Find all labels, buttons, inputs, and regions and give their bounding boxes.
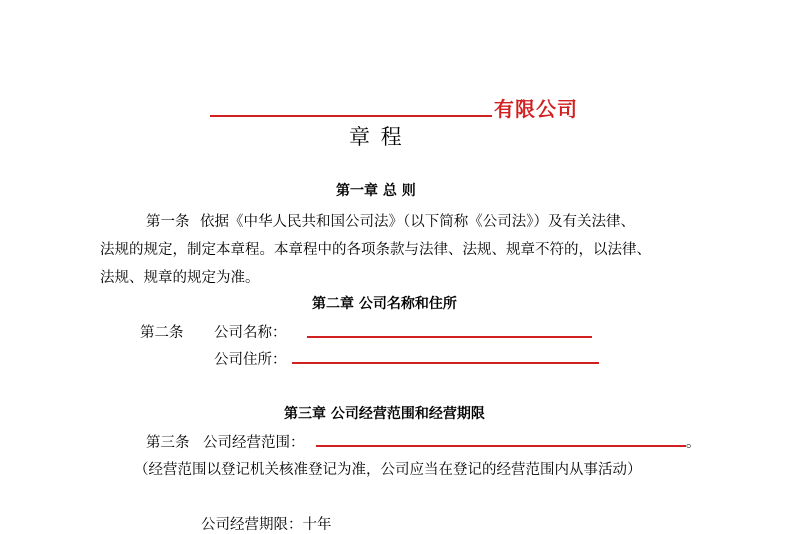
article1-line3: 法规、规章的规定为准。: [100, 270, 260, 286]
company-name-blank-line[interactable]: [210, 115, 492, 117]
article1-line1: 依据《中华人民共和国公司法》（以下简称《公司法》）及有关法律、: [200, 214, 635, 230]
article2-label: 第二条: [140, 325, 184, 341]
business-scope-label: 公司经营范围：: [203, 435, 305, 451]
charter-title: 章 程: [349, 125, 404, 149]
business-term: 公司经营期限：十年: [201, 517, 332, 533]
chapter2-heading: 第二章 公司名称和住所: [312, 296, 457, 312]
business-scope-input-line[interactable]: [316, 445, 686, 447]
chapter1-heading: 第一章 总 则: [336, 183, 416, 199]
company-suffix-title: 有限公司: [494, 97, 578, 121]
article1-label: 第一条: [146, 214, 190, 230]
scope-period: 。: [686, 435, 701, 451]
article3-label: 第三条: [146, 435, 190, 451]
company-address-label: 公司住所：: [214, 352, 287, 368]
company-address-input-line[interactable]: [292, 362, 599, 364]
article1-line2: 法规的规定，制定本章程。本章程中的各项条款与法律、法规、规章不符的，以法律、: [100, 242, 651, 258]
company-name-label: 公司名称：: [214, 325, 287, 341]
company-name-input-line[interactable]: [307, 336, 592, 338]
business-scope-note: （经营范围以登记机关核准登记为准，公司应当在登记的经营范围内从事活动）: [134, 462, 642, 478]
chapter3-heading: 第三章 公司经营范围和经营期限: [284, 406, 485, 422]
